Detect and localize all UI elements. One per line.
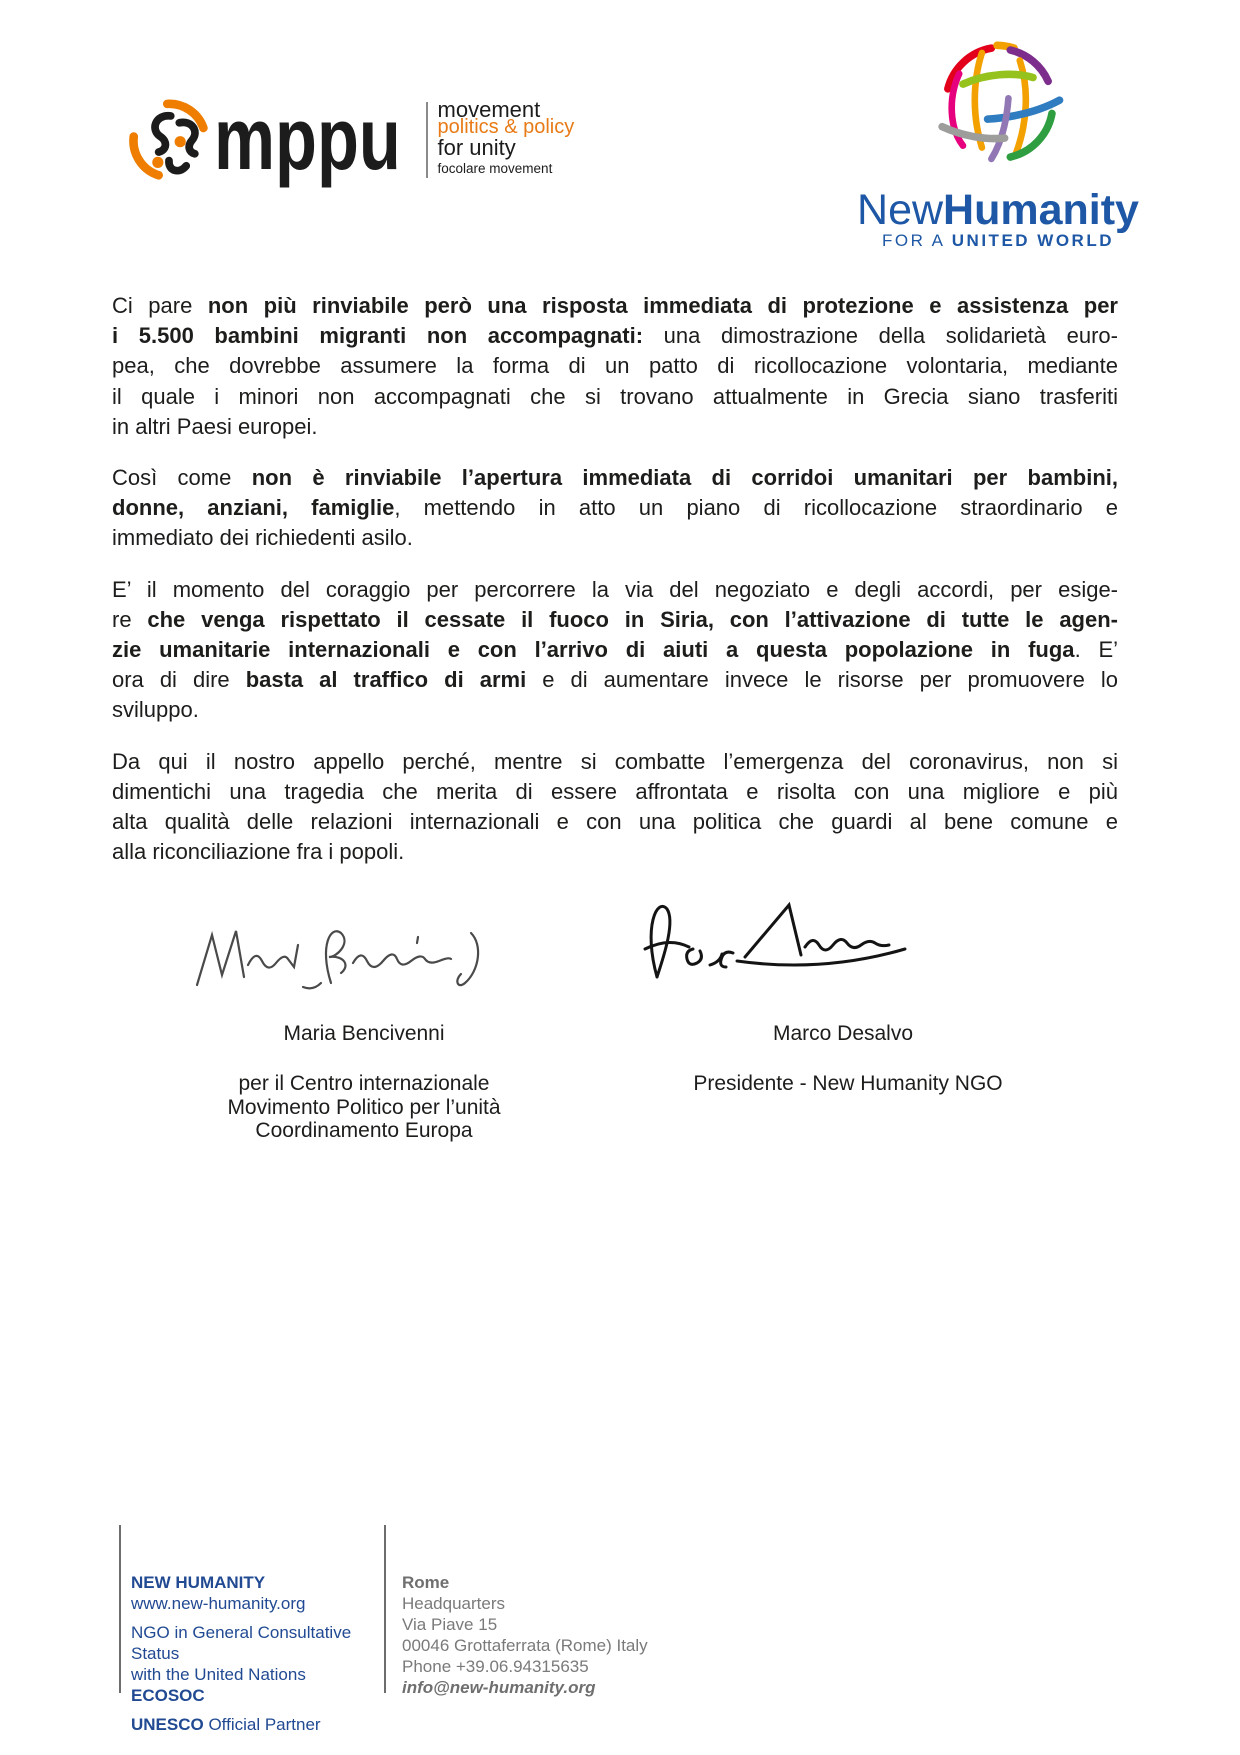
body-text: re bbox=[112, 606, 148, 632]
paragraph bbox=[112, 291, 1118, 442]
footer-org-name: NEW HUMANITY bbox=[131, 1573, 266, 1592]
mppu-tagline bbox=[437, 97, 575, 176]
signer-role-right bbox=[683, 1072, 1013, 1096]
mppu-tagline-unity: for unity bbox=[437, 135, 516, 160]
body-text: . E’ bbox=[1074, 637, 1119, 663]
paragraph bbox=[112, 747, 1118, 868]
mppu-tagline-politics: politics & policy bbox=[437, 116, 575, 138]
body-text: in altri Paesi europei. bbox=[112, 413, 318, 439]
body-text: , mettendo in atto un piano di ricollocazione straordinario e bbox=[394, 495, 1118, 521]
mppu-logo bbox=[126, 89, 575, 188]
signer-role-left-line2: Movimento Politico per l’unità bbox=[227, 1095, 501, 1119]
footer-ngo-status-line2 bbox=[131, 1664, 371, 1706]
body-line bbox=[112, 807, 1118, 837]
letter-body bbox=[112, 291, 1118, 888]
footer-unesco-rest: Official Partner bbox=[203, 1715, 321, 1734]
body-text: sviluppo. bbox=[112, 697, 199, 723]
paragraph bbox=[112, 463, 1118, 554]
body-text: E’ il momento del coraggio per percorrere la via del negoziato e degli accordi, per esige- bbox=[112, 576, 1118, 602]
nh-sub-fora: FOR A bbox=[881, 231, 952, 250]
nh-word-new: New bbox=[857, 186, 944, 234]
body-text: immediato dei richiedenti asilo. bbox=[112, 525, 413, 551]
body-line bbox=[112, 665, 1118, 695]
body-line bbox=[112, 635, 1118, 665]
new-humanity-logo bbox=[853, 38, 1143, 250]
footer-address-line2: Via Piave 15 bbox=[402, 1615, 498, 1634]
body-text: alta qualità delle relazioni internazionali e con una politica che guardi al bene comune e bbox=[112, 809, 1118, 835]
body-text: e di aumentare invece le risorse per promuovere lo bbox=[526, 667, 1118, 693]
signer-name-right: Marco Desalvo bbox=[772, 1022, 914, 1045]
signer-role-right-line1: Presidente - New Humanity NGO bbox=[693, 1072, 1003, 1095]
body-line bbox=[112, 695, 1118, 725]
body-line bbox=[112, 321, 1118, 351]
body-text-bold: i 5.500 bambini migranti non accompagnati: bbox=[112, 323, 644, 349]
body-text: Da qui il nostro appello perché, mentre si combatte l’emergenza del coronavirus, non si bbox=[112, 748, 1118, 774]
footer-address-line3: 00046 Grottaferrata (Rome) Italy bbox=[402, 1636, 648, 1655]
body-line bbox=[112, 382, 1118, 412]
footer-organization-column bbox=[131, 1572, 371, 1735]
body-text: Così come bbox=[112, 465, 252, 491]
maria-bencivenni-signature-image bbox=[185, 903, 520, 1008]
body-text-bold: donne, anziani, famiglie bbox=[112, 495, 395, 521]
new-humanity-wordmark bbox=[853, 186, 1143, 234]
body-line bbox=[112, 412, 1118, 442]
mppu-swirl-icon bbox=[126, 94, 212, 186]
body-line bbox=[112, 291, 1118, 321]
body-text: il quale i minori non accompagnati che si trovano attualmente in Grecia siano trasferiti bbox=[112, 383, 1118, 409]
body-line bbox=[112, 463, 1118, 493]
mppu-dot bbox=[152, 157, 163, 168]
signer-role-left-line1: per il Centro internazionale bbox=[238, 1072, 490, 1095]
new-humanity-globe-icon bbox=[927, 38, 1069, 188]
body-text-bold: non è rinviabile l’apertura immediata di corridoi umanitari per bambini, bbox=[251, 465, 1118, 491]
footer-divider-left bbox=[119, 1525, 121, 1693]
mppu-wordmark: mppu bbox=[214, 89, 401, 188]
footer-city: Rome bbox=[402, 1573, 450, 1592]
paragraph bbox=[112, 575, 1118, 726]
body-line bbox=[112, 837, 1118, 867]
mppu-tagline-focolare: focolare movement bbox=[437, 161, 553, 176]
footer-website: www.new-humanity.org bbox=[131, 1594, 306, 1613]
footer-phone: Phone +39.06.94315635 bbox=[402, 1657, 589, 1676]
marco-desalvo-signature-image bbox=[633, 891, 918, 991]
mppu-tagline-movement: movement bbox=[437, 97, 541, 122]
body-text-bold: basta al traffico di armi bbox=[245, 667, 527, 693]
footer-address-line1: Headquarters bbox=[402, 1594, 506, 1613]
body-text: pea, che dovrebbe assumere la forma di un patto di ricollocazione volontaria, mediante bbox=[112, 353, 1118, 379]
signer-name-left: Maria Bencivenni bbox=[283, 1022, 445, 1045]
body-text: una dimostrazione della solidarietà euro- bbox=[643, 323, 1118, 349]
mppu-divider bbox=[426, 102, 428, 178]
body-line bbox=[112, 747, 1118, 777]
footer-unesco-line bbox=[131, 1714, 371, 1735]
body-line bbox=[112, 493, 1118, 523]
body-line bbox=[112, 351, 1118, 381]
body-text-bold: zie umanitarie internazionali e con l’arrivo di aiuti a questa popolazione in fuga bbox=[112, 637, 1075, 663]
body-text: Ci pare bbox=[112, 293, 208, 318]
mppu-dot bbox=[175, 136, 186, 147]
body-line bbox=[112, 777, 1118, 807]
signer-role-left bbox=[199, 1072, 529, 1143]
footer-unesco-label: UNESCO bbox=[131, 1715, 204, 1734]
nh-word-humanity: Humanity bbox=[943, 186, 1139, 234]
footer-ecosoc-label: ECOSOC bbox=[131, 1686, 205, 1705]
footer-email: info@new-humanity.org bbox=[402, 1678, 596, 1697]
body-line bbox=[112, 523, 1118, 553]
nh-sub-united-world: UNITED WORLD bbox=[951, 231, 1114, 250]
body-line bbox=[112, 605, 1118, 635]
footer-address-column bbox=[402, 1572, 702, 1698]
body-text: ora di dire bbox=[112, 667, 246, 693]
footer-ngo-status-line1: NGO in General Consultative Status bbox=[131, 1623, 352, 1663]
signer-role-left-line3: Coordinamento Europa bbox=[255, 1119, 473, 1142]
body-text: alla riconciliazione fra i popoli. bbox=[112, 839, 405, 865]
body-text-bold: non più rinviabile però una risposta immediata di protezione e assistenza per bbox=[207, 293, 1118, 318]
new-humanity-subtitle bbox=[853, 232, 1143, 250]
footer-divider-middle bbox=[384, 1525, 386, 1693]
body-text-bold: che venga rispettato il cessate il fuoco in Siria, con l’attivazione di tutte le agen- bbox=[147, 606, 1118, 632]
body-text: dimentichi una tragedia che merita di essere affrontata e risolta con una migliore e più bbox=[112, 778, 1118, 804]
footer-ngo-status-pre: with the United Nations bbox=[131, 1665, 306, 1684]
body-line bbox=[112, 575, 1118, 605]
